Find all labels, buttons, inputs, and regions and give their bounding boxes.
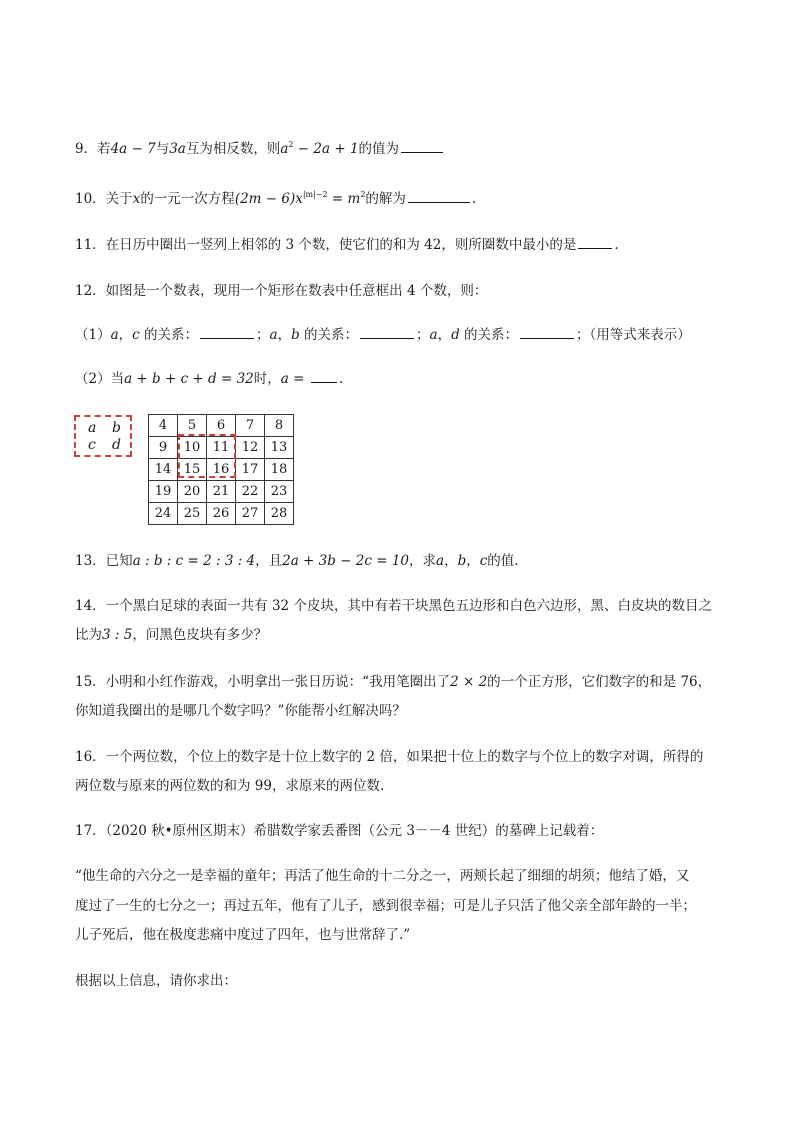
answer-blank bbox=[520, 326, 574, 339]
table-cell: 22 bbox=[236, 481, 265, 503]
q13-text1: ，且 bbox=[255, 553, 283, 569]
q9-expr2: 3a bbox=[169, 141, 186, 157]
q13-number: 13．已知 bbox=[75, 553, 133, 569]
table-cell: 4 bbox=[149, 415, 178, 437]
table-cell: 13 bbox=[265, 437, 294, 459]
q9-expr3-exp: 2 bbox=[288, 140, 294, 149]
q13-var-a: a bbox=[436, 553, 445, 569]
answer-blank bbox=[200, 326, 254, 339]
q12-var-a: a bbox=[110, 327, 119, 343]
q12-var-b: b bbox=[291, 327, 300, 343]
table-cell: 12 bbox=[236, 437, 265, 459]
question-12-part2 bbox=[75, 370, 343, 388]
table-cell: 25 bbox=[178, 503, 207, 525]
q9-expr3-rest: − 2a + 1 bbox=[293, 141, 359, 157]
table-cell: 19 bbox=[149, 481, 178, 503]
question-16-line1: 16．一个两位数，个位上的数字是十位上数字的 2 倍，如果把十位上的数字与个位上的数字对调，所得的 bbox=[75, 749, 704, 765]
q12-p1-label: （1） bbox=[75, 327, 111, 343]
table-cell: 21 bbox=[207, 481, 236, 503]
question-14-line2 bbox=[75, 626, 267, 644]
table-cell: 11 bbox=[207, 437, 236, 459]
q15-text2: 的一个正方形，它们数字的和是 76， bbox=[487, 674, 712, 690]
table-row bbox=[149, 415, 294, 437]
question-15-line1 bbox=[75, 673, 711, 691]
q11-end: . bbox=[614, 237, 619, 253]
q12-p2-var: a bbox=[280, 371, 289, 387]
number-table bbox=[148, 414, 294, 525]
q12-semi: ； bbox=[416, 327, 430, 343]
q13-text3: 的值. bbox=[487, 553, 519, 569]
table-cell: 6 bbox=[207, 415, 236, 437]
q12-var-c: c bbox=[132, 327, 140, 343]
table-cell: 24 bbox=[149, 503, 178, 525]
legend-c: c bbox=[88, 437, 96, 453]
q10-exponent: |m|−2 bbox=[302, 190, 328, 199]
legend-a: a bbox=[88, 420, 97, 436]
q13-var-c: c bbox=[479, 553, 488, 569]
legend-box bbox=[74, 415, 132, 457]
table-cell: 10 bbox=[178, 437, 207, 459]
question-15-line2: 你知道我圈出的是哪几个数字吗？”你能帮小红解决吗？ bbox=[75, 703, 406, 719]
q12-sep: ， bbox=[118, 327, 133, 343]
q12-tail: （用等式来表示） bbox=[589, 327, 691, 343]
q15-expr: 2 × 2 bbox=[450, 674, 488, 690]
q10-expr2: = m bbox=[327, 191, 361, 207]
table-row bbox=[149, 437, 294, 459]
q11-text: 11．在日历中圈出一竖列上相邻的 3 个数，使它们的和为 42，则所圈数中最小的是 bbox=[75, 237, 577, 253]
table-cell: 26 bbox=[207, 503, 236, 525]
q9-number: 9．若 bbox=[75, 141, 111, 157]
question-12 bbox=[75, 282, 487, 300]
q12-var-a: a bbox=[269, 327, 278, 343]
q12-text: 12．如图是一个数表，现用一个矩形在数表中任意框出 4 个数，则： bbox=[75, 283, 488, 299]
q12-p2-end: . bbox=[338, 371, 344, 387]
q12-rel: 的关系： bbox=[459, 327, 519, 343]
q13-sep: ， bbox=[444, 553, 458, 569]
q14-text2: ，问黑色皮块有多少？ bbox=[132, 627, 268, 643]
q12-rel: 的关系： bbox=[299, 327, 359, 343]
q14-text1: 比为 bbox=[75, 627, 102, 643]
q10-exponent2: 2 bbox=[360, 190, 366, 199]
q12-semi: ； bbox=[256, 327, 270, 343]
table-cell: 20 bbox=[178, 481, 207, 503]
q10-expr1: (2m − 6)x bbox=[234, 191, 303, 207]
q14-ratio: 3 : 5 bbox=[102, 627, 133, 643]
q12-sep: ， bbox=[437, 327, 452, 343]
q10-text2: 的解为 bbox=[365, 191, 406, 207]
q12-var-a: a bbox=[429, 327, 438, 343]
q13-expr2: 2a + 3b − 2c = 10 bbox=[282, 553, 410, 569]
question-12-part1 bbox=[75, 326, 691, 344]
answer-blank bbox=[408, 190, 470, 203]
q13-expr1: a : b : c = 2 : 3 : 4 bbox=[132, 553, 256, 569]
answer-blank bbox=[578, 236, 612, 249]
legend-b: b bbox=[112, 420, 121, 436]
q9-text3: 的值为 bbox=[358, 141, 400, 157]
table-cell: 17 bbox=[236, 459, 265, 481]
table-cell: 27 bbox=[236, 503, 265, 525]
q12-p2-text: 时， bbox=[253, 371, 281, 387]
q10-end: . bbox=[471, 191, 477, 207]
answer-blank bbox=[360, 326, 414, 339]
q12-p2-eq: = bbox=[288, 371, 309, 387]
question-17-line4: 儿子死后，他在极度悲痛中度过了四年，也与世常辞了.” bbox=[75, 927, 411, 943]
table-row bbox=[149, 481, 294, 503]
q12-p2-expr: a + b + c + d = 32 bbox=[124, 371, 254, 387]
q12-semi: ； bbox=[576, 327, 590, 343]
q9-text1: 与 bbox=[155, 141, 170, 157]
answer-blank bbox=[401, 140, 443, 153]
q13-sep: ， bbox=[466, 553, 480, 569]
question-10 bbox=[75, 186, 476, 208]
q12-p2-label: （2）当 bbox=[75, 371, 125, 387]
table-cell: 16 bbox=[207, 459, 236, 481]
q10-var: x bbox=[132, 191, 141, 207]
table-row bbox=[149, 459, 294, 481]
question-16-line2: 两位数与原来的两位数的和为 99，求原来的两位数. bbox=[75, 778, 385, 794]
q12-rel: 的关系： bbox=[139, 327, 199, 343]
table-cell: 7 bbox=[236, 415, 265, 437]
q12-sep: ， bbox=[277, 327, 292, 343]
table-cell: 5 bbox=[178, 415, 207, 437]
q13-text2: ，求 bbox=[409, 553, 437, 569]
table-cell: 23 bbox=[265, 481, 294, 503]
q10-number: 10．关于 bbox=[75, 191, 133, 207]
question-17-line2: “他生命的六分之一是幸福的童年；再活了他生命的十二分之一，两颊长起了细细的胡须；他结了婚，又 bbox=[75, 868, 690, 884]
answer-blank bbox=[311, 370, 337, 383]
table-cell: 9 bbox=[149, 437, 178, 459]
question-9 bbox=[75, 136, 445, 158]
table-cell: 14 bbox=[149, 459, 178, 481]
question-17-line3: 度过了一生的七分之一；再过五年，他有了儿子，感到很幸福；可是儿子只活了他父亲全部年龄的一半； bbox=[75, 898, 696, 914]
q9-expr3-base: a bbox=[280, 141, 289, 157]
q9-text2: 互为相反数，则 bbox=[185, 141, 281, 157]
question-11 bbox=[75, 236, 619, 254]
table-cell: 15 bbox=[178, 459, 207, 481]
question-14-line1: 14．一个黑白足球的表面一共有 32 个皮块，其中有若干块黑色五边形和白色六边形，黑、白皮块的数目之 bbox=[75, 598, 712, 614]
legend-d: d bbox=[112, 437, 121, 453]
q15-text1: 15．小明和小红作游戏，小明拿出一张日历说：“我用笔圈出了 bbox=[75, 674, 451, 690]
table-row bbox=[149, 503, 294, 525]
table-cell: 18 bbox=[265, 459, 294, 481]
question-13 bbox=[75, 552, 519, 570]
question-17-line1: 17．（2020 秋•原州区期末）希腊数学家丢番图（公元 3－－4 世纪）的墓碑上记载着： bbox=[75, 823, 604, 839]
q12-var-d: d bbox=[451, 327, 460, 343]
q9-expr1: 4a − 7 bbox=[110, 141, 156, 157]
question-17-line5: 根据以上信息，请你求出： bbox=[75, 973, 237, 989]
q13-var-b: b bbox=[457, 553, 467, 569]
table-cell: 28 bbox=[265, 503, 294, 525]
table-cell: 8 bbox=[265, 415, 294, 437]
q10-text1: 的一元一次方程 bbox=[140, 191, 235, 207]
